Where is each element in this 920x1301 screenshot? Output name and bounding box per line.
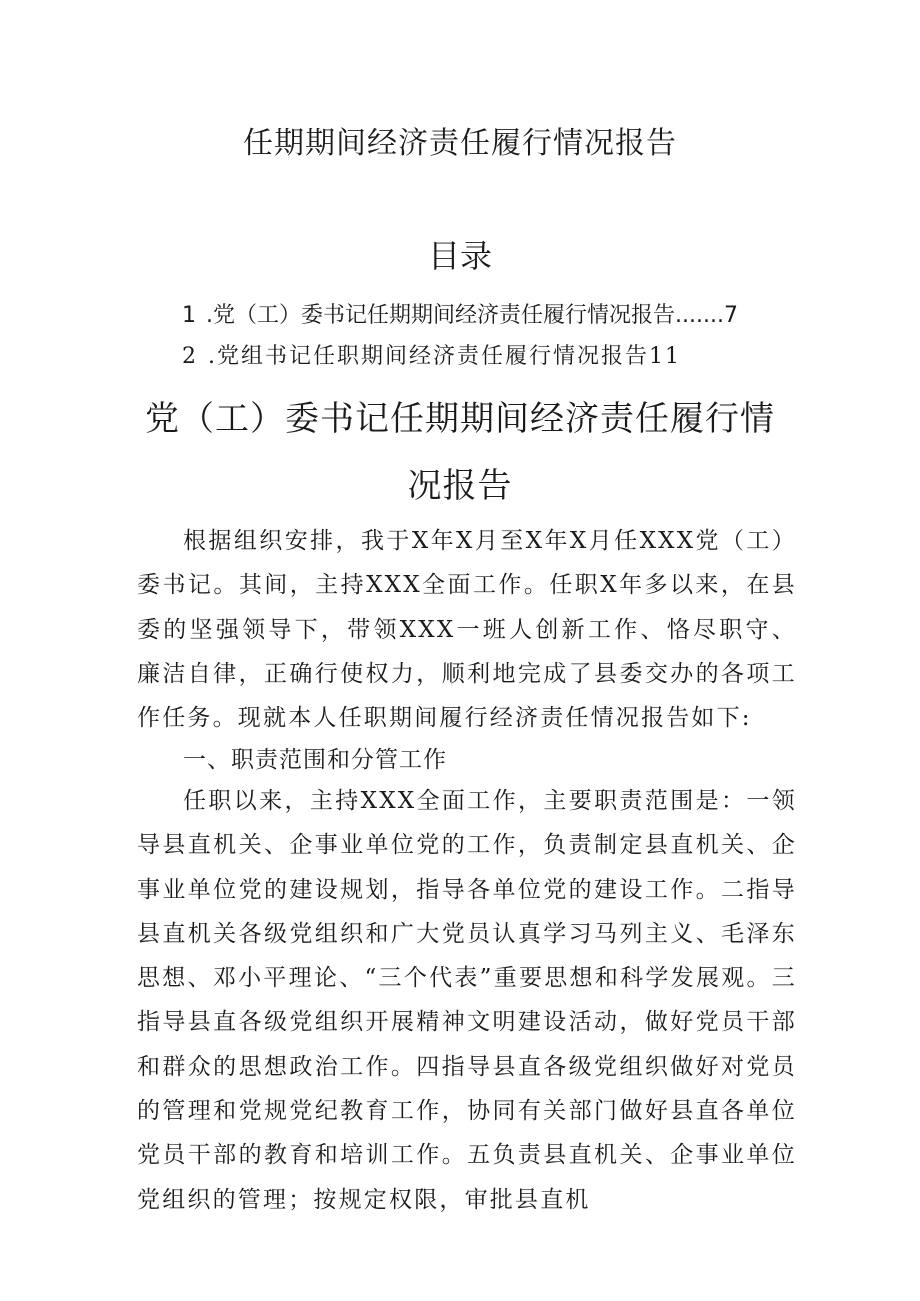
toc-heading: 目录 bbox=[427, 237, 492, 275]
toc-item-number: 2 bbox=[182, 344, 198, 369]
intro-paragraph: 根据组织安排，我于X年X月至X年X月任XXX党（工）委书记。其间，主持XXX全面工作。任职X年多以来，在县委的坚强领导下，带领XXX一班人创新工作、恪尽职守、廉洁自律，正确行使权力，顺利地完成了县委交办的各项工作任务。现就本人任职期间履行经济责任情况报告如下: bbox=[137, 528, 797, 732]
body-paragraph: 任职以来，主持XXX全面工作，主要职责范围是：一领导县直机关、企事业单位党的工作，负责制定县直机关、企事业单位党的建设规划，指导各单位党的建设工作。二指导县直机关各级党组织和广大党员认真学习马列主义、毛泽东思想、邓小平理论、“三个代表”重要思想和科学发展观。三指导县直各级党组织开展精神文明建设活动，做好党员干部和群众的思想政治工作。四指导县直各级党组织做好对党员的管理和党规党纪教育工作，协同有关部门做好县直各单位党员干部的教育和培训工作。五负责县直机关、企事业单位党组织的管理；按规定权限，审批县直机 bbox=[137, 788, 797, 1213]
toc-item[interactable] bbox=[182, 341, 681, 373]
section-title-line-2: 况报告 bbox=[407, 466, 513, 506]
toc-item-number: 1 bbox=[182, 303, 196, 328]
toc-item[interactable] bbox=[182, 300, 738, 332]
document-title: 任期期间经济责任履行情况报告 bbox=[243, 126, 677, 161]
toc-item-text: .党（工）委书记任期期间经济责任履行情况报告.......7 bbox=[206, 303, 738, 328]
section-title-line-1: 党（工）委书记任期期间经济责任履行情 bbox=[145, 399, 775, 439]
toc-item-text: .党组书记任职期间经济责任履行情况报告11 bbox=[208, 344, 681, 369]
section-subheading: 一、职责范围和分管工作 bbox=[183, 747, 447, 773]
